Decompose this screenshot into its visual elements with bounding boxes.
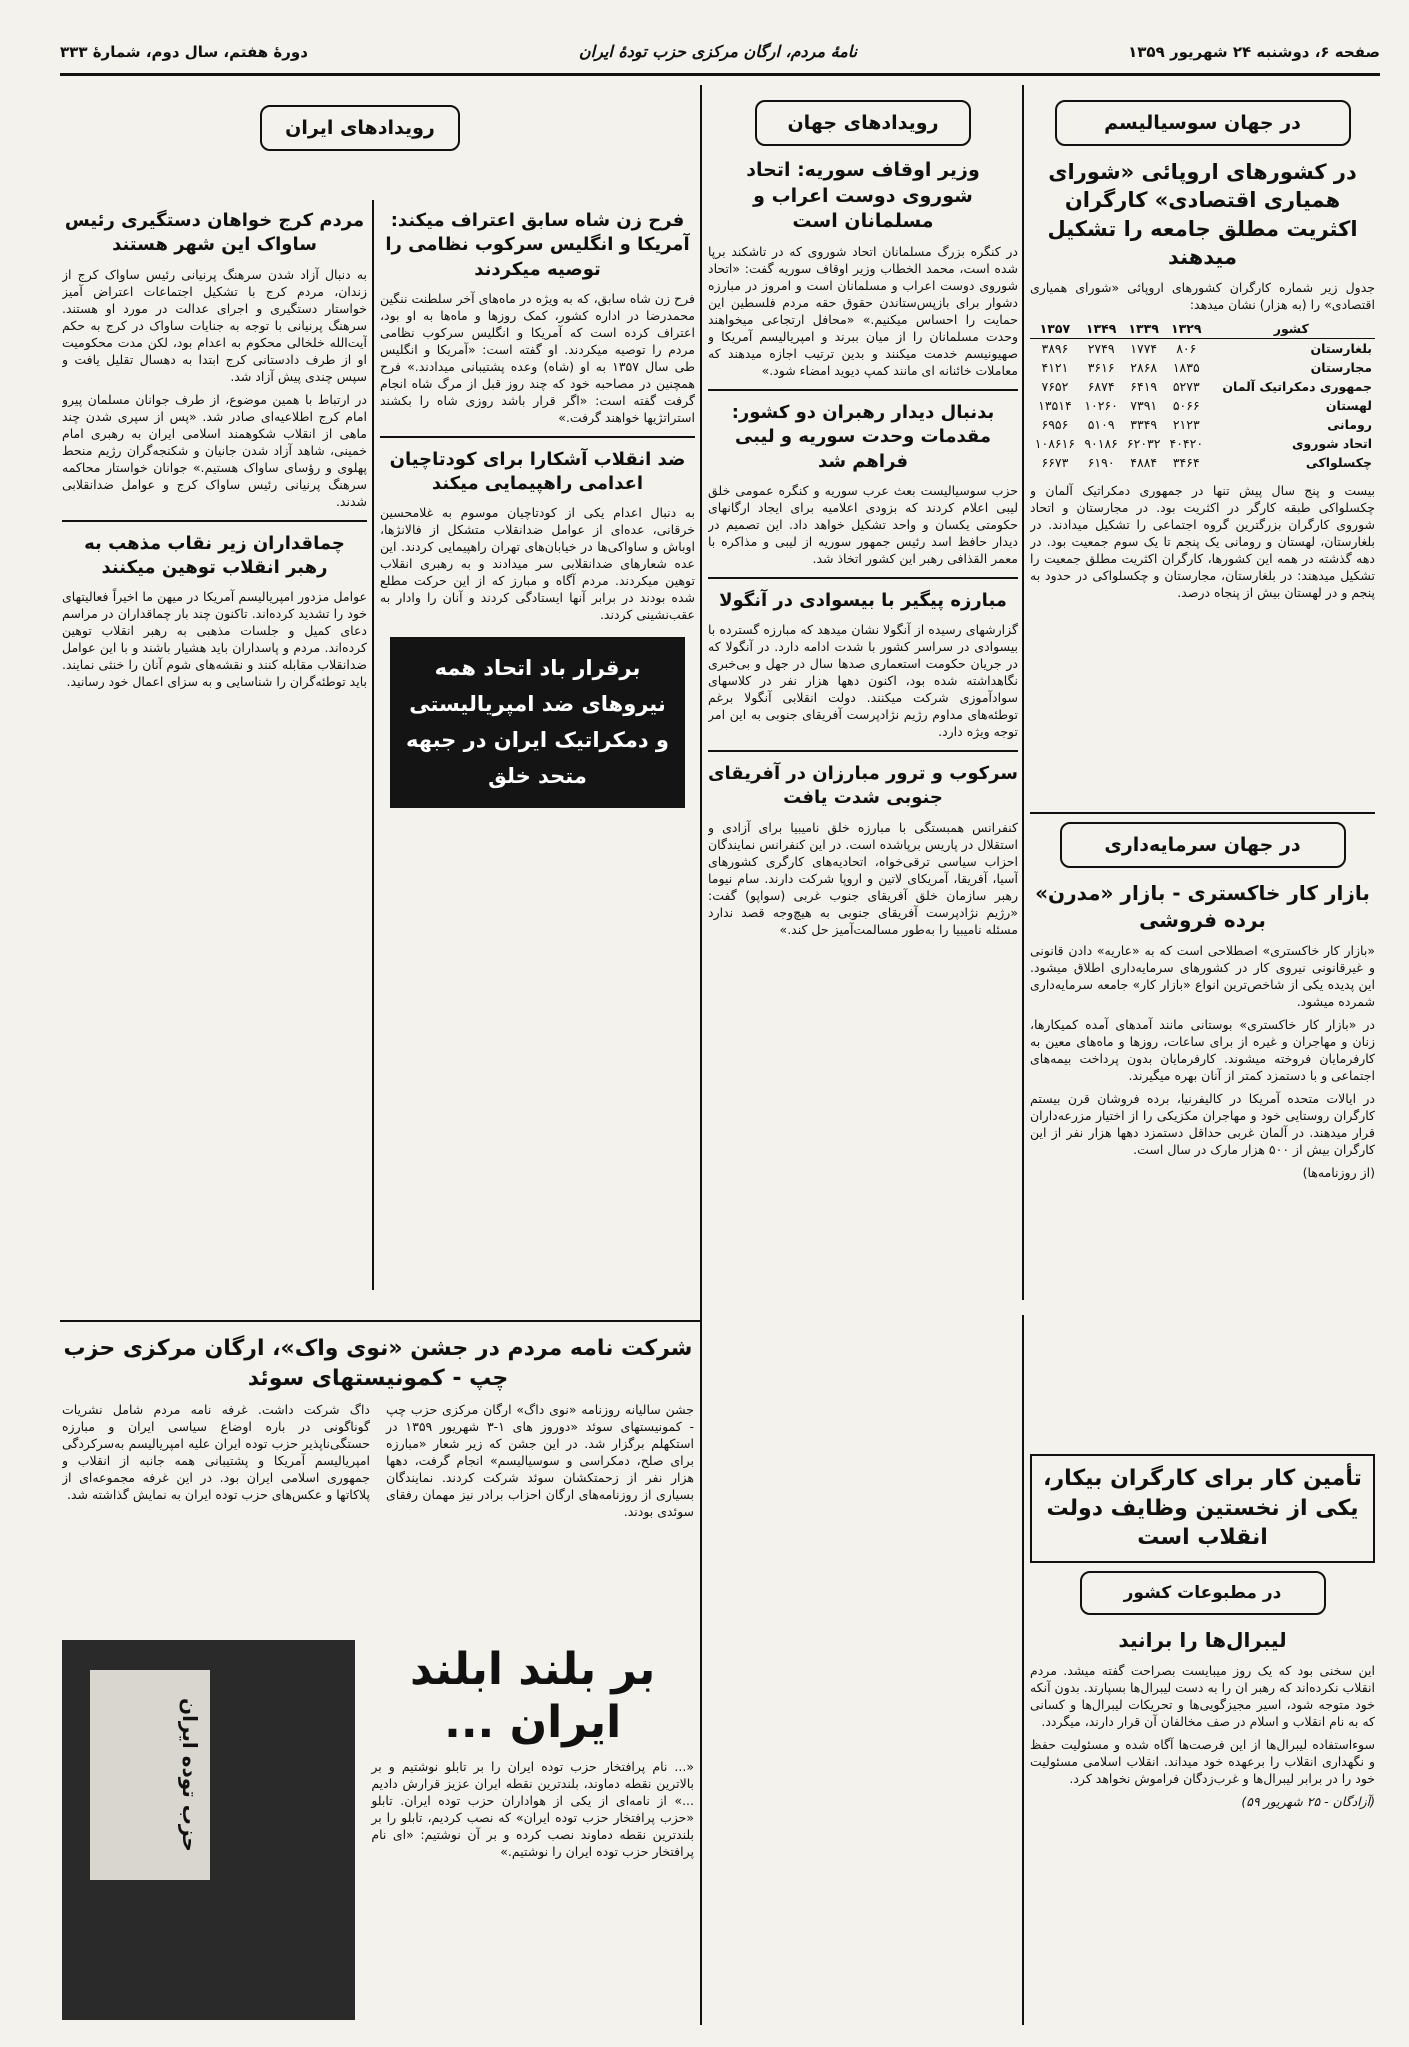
headline: چماقداران زیر نقاب مذهب به رهبر انقلاب توهین میکنند (84, 532, 345, 578)
headline: فرح زن شاه سابق اعتراف میکند: آمریکا و انگلیس سرکوب نظامی را توصیه میکردند (385, 210, 690, 280)
headline: وزیر اوقاف سوریه: اتحاد شوروی دوست اعراب و مسلمانان است (746, 159, 980, 233)
body-text: جشن سالیانه روزنامه «نوی داگ» ارگان مرکزی حزب چپ - کمونیستهای سوئد «دوروز های ۱-۳ شهریور ۱۳۵۹ در استکهلم برگزار شد. در این جشن که زیر شعار «مبارزه برای صلح، دمکراسی و سوسیالیسم» انجام گرفت، دهها هزار نفر از زحمتکشان سوئد شرکت کردند. نمایندگان بسیاری از روزنامه‌های ارگان احزاب برادر نیز مهمان رفقای سوئدی بودند. (386, 1402, 694, 1520)
body-text: این سخنی بود که یک روز میبایست بصراحت گفته میشد. مردم انقلاب نکرده‌اند که رهبر ان را به دست لیبرال‌ها بسپارند. بدون آنکه خود متوجه شود، اسیر مجیزگویی‌ها و تحریکات لیبرال‌ها و کسانی که به نام انقلاب و اسلام در صف مخالفان آن قرار دارند، میگردد. (1030, 1663, 1375, 1730)
value-cell: ۶۸۷۴ (1087, 379, 1115, 395)
value-cell: ۷۳۹۱ (1130, 398, 1158, 414)
body-text: «بازار کار خاکستری» اصطلاحی است که به «عاریه» دادن قانونی و غیرقانونی نیروی کار در کشورهای سرمایه‌داری اطلاق میشود. این پدیده یکی از شاخص‌ترین انواع «بازار کار» جامعه سرمایه‌داری شمرده میشود. (1030, 943, 1375, 1009)
value-cell: ۴۸۸۴ (1130, 455, 1158, 471)
body-text: سوءاستفاده لیبرال‌ها از این فرصت‌ها آگاه شده و مسئولیت حفظ و نگهداری انقلاب را برعهده خود میداند. انقلاب اسلامی مسئولیت خود را در برابر لیبرال‌ها و غرب‌زدگان فراموش نخواهد کرد. (1030, 1737, 1375, 1787)
capitalism-section (1030, 822, 1375, 1292)
country-cell: مجارستان (1310, 360, 1372, 376)
masthead (60, 30, 1380, 76)
table-row (1030, 453, 1375, 472)
value-cell: ۴۱۲۱ (1041, 360, 1069, 376)
body-text: در ارتباط با همین موضوع، از طرف جوانان مسلمان پیرو امام کرج اطلاعیه‌ای صادر شد. «پس از سپری شدن چند ماهی از انقلاب شکوهمند اسلامی ایران به رهبری امام خمینی، شاهد آزاد شدن جانیان و شکنجه‌گران رژیم منحط پهلوی و رؤسای ساواک هستیم.» جوانان خواستار محاکمه سرهنگ پرنیانی رئیس ساواک کرج و عوامل ضدانقلابی شدند. (62, 391, 367, 509)
section-banner-world: رویدادهای جهان (755, 100, 971, 146)
iran-section-2 (62, 205, 367, 1305)
headline: مردم کرج خواهان دستگیری رئیس ساواک این شهر هستند (64, 210, 365, 256)
table-row (1030, 415, 1375, 434)
value-cell: ۷۶۵۲ (1041, 379, 1069, 395)
value-cell: ۲۱۲۳ (1172, 417, 1200, 433)
headline: بازار کار خاکستری - بازار «مدرن» برده فروشی (1035, 881, 1370, 932)
column-rule (700, 85, 702, 2025)
value-cell: ۶۶۷۳ (1041, 455, 1069, 471)
table-row (1030, 358, 1375, 377)
body-text: کنفرانس همبستگی با مبارزه خلق نامیبیا برای آزادی و استقلال در پاریس برپاشده است. در این کنفرانس نمایندگان احزاب سیاسی ترقی‌خواه، اتحادیه‌های کارگری کشورهای آسیا، آفریقا، آمریکای لاتین و اروپا شرکت دارند. سام نیوما رهبر سازمان خلق آفریقای جنوب غربی (سواپو) گفت: «رژیم نژادپرست آفریقای جنوبی به هیچ‌وجه قصد ندارد مسئله نامیبیا را به‌طور مسالمت‌آمیز حل کند.» (708, 819, 1018, 937)
value-cell: ۱۷۷۴ (1130, 341, 1158, 357)
value-cell: ۵۰۶۶ (1172, 398, 1200, 414)
value-cell: ۱۳۵۱۴ (1038, 398, 1072, 414)
section-rule (60, 1320, 700, 1322)
iran-section (380, 205, 695, 1305)
body-text: «... نام پرافتخار حزب توده ایران را بر تابلو نوشتیم و بر بالاترین نقطه دماوند، بلندترین نقطه ایران عزیز قرارش دادیم ...» از نامه‌ای از یکی از هواداران حزب توده ایران. تابلو «حزب پرافتخار حزب توده ایران» که نصب کردیم، تابلو را بر بلندترین نقطه دماوند نصب کرده و بر آن نوشتیم: «ای نام پرافتخار حزب توده ایران را نوشتیم.» (371, 1758, 694, 1859)
body-text: داگ شرکت داشت. غرفه نامه مردم شامل نشریات گوناگونی در باره اوضاع سیاسی ایران و مبارزه حستگی‌ناپذیر حزب توده ایران علیه امپریالیسم به‌سرکردگی امپریالیسم آمریکا و پشتیبانی همه جانبه از انقلاب و جمهوری اسلامی ایران بود. در این غرفه مجموعه‌ای از پلاکاتها و عکس‌های حزب توده ایران به نمایش گذاشته شد. (62, 1402, 370, 1503)
value-cell: ۹۰۱۸۶ (1084, 436, 1118, 452)
value-cell: ۱۰۸۶۱۶ (1034, 436, 1076, 452)
value-cell: ۸۰۶ (1176, 341, 1197, 357)
col-header: ۱۳۴۹ (1080, 319, 1123, 339)
table-row (1030, 396, 1375, 415)
col-header: ۱۳۳۹ (1122, 319, 1165, 339)
headline: سرکوب و ترور مبارزان در آفریقای جنوبی شدت یافت (708, 763, 1018, 809)
source-note: (از روزنامه‌ها) (1302, 1165, 1375, 1180)
section-banner-capitalism: در جهان سرمایه‌داری (1060, 822, 1346, 868)
press-section (1030, 1450, 1375, 2020)
column-rule (372, 200, 374, 1290)
table-row (1030, 339, 1375, 359)
value-cell: ۳۳۴۹ (1130, 417, 1158, 433)
section-banner-socialism: در جهان سوسیالیسم (1055, 100, 1351, 146)
header-paper-name: نامهٔ مردم، ارگان مرکزی حزب تودهٔ ایران (578, 42, 858, 61)
headline: بدنبال دیدار رهبران دو کشور: مقدمات وحدت سوریه و لیبی فراهم شد (731, 401, 995, 472)
body-text: به دنبال اعدام یکی از کودتاچیان موسوم به غلامحسین خرقانی، عده‌ای از عوامل ضدانقلاب متشکل از فالانژها، اوباش و ساواکی‌ها در خیابان‌های تهران راهپیمایی کردند. این عده شعارهای ضدانقلابی سر میدادند و به رهبری انقلاب توهین میکردند. مردم آگاه و مبارز که از این حرکت مطلع شده بودند در برابر آنها ایستادگی کردند و آنان را وادار به عقب‌نشینی کردند. (380, 505, 695, 623)
body-text: به دنبال آزاد شدن سرهنگ پرنیانی رئیس ساواک کرج از زندان، مردم کرج با تشکیل اجتماعات اعتراض آمیز خواستار دستگیری و اجرای عدالت در مورد او هستند. سرهنگ پرنیانی با توجه به جنایات ساواک در کرج به حکم آیت‌الله خلخالی محکوم به اعدام بود، لکن مدت محکومیت او از طرف دادستانی کرج ابتدا به دهسال تقلیل یافت و سپس چندی پیش آزاد شد. (62, 266, 367, 384)
value-cell: ۴۰۴۲۰ (1169, 436, 1204, 452)
section-banner-press: در مطبوعات کشور (1080, 1571, 1326, 1615)
body-text: در «بازار کار خاکستری» بوستانی مانند آمدهای آمده کمیکارها، زنان و مهاجران و غیره از برای ساعات، روزها و ماه‌های معین به کارفرمایان فروخته میشوند. کارفرمایان بدون پرداخت بیمه‌های اجتماعی و با دستمزد کمتر از آنان بهره میگیرند. (1030, 1017, 1375, 1083)
country-cell: لهستان (1325, 398, 1372, 414)
table-row (1030, 377, 1375, 396)
headline: لیبرال‌ها را برانید (1118, 1628, 1287, 1653)
table-header-row (1030, 319, 1375, 339)
body-text: بیست و پنج سال پیش تنها در جمهوری دمکراتیک آلمان و چکسلواکی طبقه کارگر در اکثریت بود. در مجارستان و اتحاد شوروی کارگران بزرگترین گروه اجتماعی را تشکیل میدادند. در بلغارستان، لهستان و رومانی یک پنجم تا یک سوم جمعیت بود. در دهه گذشته در همه این کشورها، کارگران اکثریت مطلق جمعیت را تشکیل میدهند: در بلغارستان، مجارستان و چکسلواکی در حدود به پنجم و در لهستان بیش از پنجاه درصد. (1030, 483, 1375, 601)
headline: مبارزه پیگیر با بیسوادی در آنگولا (719, 589, 1007, 611)
value-cell: ۱۸۳۵ (1172, 360, 1200, 376)
intro-text: جدول زیر شماره کارگران کشورهای اروپائی «شورای همیاری اقتصادی» را (به هزار) نشان میدهد: (1030, 280, 1375, 313)
iran-banner-wrap (260, 105, 460, 163)
body-text: عوامل مزدور امپریالیسم آمریکا در میهن ما اخیراً فعالیتهای خود را تشدید کرده‌اند. تاکنون چند بار چماقداران در مراسم دعای کمیل و جلسات مذهبی به رهبر انقلاب توهین کرده‌اند. مردم و پاسداران باید هشیار باشند و با این عوامل ضدانقلاب مقابله کنند و نقشه‌های شوم آنان را خنثی نمایند. باید توطئه‌گران را شناسایی و به سزای اعمال خود رسانید. (62, 589, 367, 690)
section-banner-iran: رویدادهای ایران (260, 105, 460, 151)
value-cell: ۶۲۰۳۲ (1126, 436, 1161, 452)
workers-table (1030, 319, 1375, 472)
body-text: در کنگره بزرگ مسلمانان اتحاد شوروی که در تاشکند برپا شده است، محمد الخطاب وزیر اوقاف سوریه گفت: «اتحاد شوروی دوست اعراب و مسلمانان است و امروز در مبارزه دشوار برای بازپس‌ستاندن حقوق حقه مردم فلسطین این حمایت را احساس میکنیم.» «محافل ارتجاعی میخواهند وحدت مسلمانان را از میان ببرند و امپریالیسم آمریکا و صهیونیسم خدمت میکنند و بدین ترتیب اجازه میدهند که معاملات خائنانه ای مانند کمپ دیوید امضاء شود.» (708, 243, 1018, 378)
column-rule (1022, 85, 1024, 1300)
col-header: ۱۳۲۹ (1165, 319, 1208, 339)
column-rule (1022, 1315, 1024, 2025)
headline: شرکت نامه مردم در جشن «نوی واک»، ارگان مرکزی حزب چپ - کمونیستهای سوئد (63, 1336, 693, 1391)
header-date: صفحه ۶، دوشنبه ۲۴ شهریور ۱۳۵۹ (1128, 42, 1380, 61)
country-cell: رومانی (1327, 417, 1372, 433)
col-header: ۱۳۵۷ (1030, 319, 1080, 339)
source-note: (آزادگان - ۲۵ شهریور ۵۹) (1241, 1794, 1375, 1810)
value-cell: ۲۸۶۸ (1130, 360, 1158, 376)
slogan-box: برقرار باد اتحاد همه نیروهای ضد امپریالیستی و دمکراتیک ایران در جبهه متحد خلق (390, 637, 685, 808)
value-cell: ۲۷۴۹ (1087, 341, 1115, 357)
table-body (1030, 339, 1375, 473)
value-cell: ۶۱۹۰ (1087, 455, 1115, 471)
boxed-headline: تأمین کار برای کارگران بیکار، یکی از نخستین وظایف دولت انقلاب است (1030, 1454, 1375, 1563)
header-issue: دورهٔ هفتم، سال دوم، شمارهٔ ۳۳۳ (60, 42, 308, 61)
headline: در کشورهای اروپائی «شورای همیاری اقتصادی» کارگران اکثریت مطلق جامعه را تشکیل میدهند (1047, 160, 1358, 270)
value-cell: ۶۴۱۹ (1130, 379, 1158, 395)
value-cell: ۵۲۷۳ (1172, 379, 1200, 395)
body-text: گزارشهای رسیده از آنگولا نشان میدهد که مبارزه گسترده با بیسوادی در سراسر کشور با شدت ادامه دارد. در آنگولا که در جریان حکومت استعماری صدها سال در جهل و بی‌خبری نگاهداشته شده بود، اکنون دهها هزار نفر در کلاسهای سوادآموزی شرکت میکنند. دولت انقلابی آنگولا برغم توطئه‌های مداوم رژیم نژادپرست آفریقای جنوبی به این امر توجه ویژه دارد. (708, 622, 1018, 740)
country-cell: چکسلواکی (1305, 455, 1372, 471)
photo-sign: حزب توده ایران (90, 1670, 210, 1880)
slogan-headline: بر بلند ابلند ایران ... (409, 1644, 656, 1748)
swedish-festival-article (62, 1330, 694, 1630)
value-cell: ۳۴۶۴ (1172, 455, 1200, 471)
country-cell: بلغارستان (1310, 341, 1372, 357)
country-cell: اتحاد شوروی (1292, 436, 1372, 452)
value-cell: ۳۶۱۶ (1087, 360, 1115, 376)
value-cell: ۵۱۰۹ (1087, 417, 1115, 433)
body-text: حزب سوسیالیست بعث عرب سوریه و کنگره عمومی خلق لیبی اعلام کردند که بزودی اعلامیه برای ایجاد ارگانهای حکومتی یکسان و واحد تشکیل خواهد داد. این تصمیم در دیدار حافظ اسد رئیس جمهور سوریه از لیبی و مذاکره با معمر القذافی رهبر این کشور اتخاذ شد. (708, 482, 1018, 566)
col-header: کشور (1208, 319, 1375, 339)
value-cell: ۱۰۲۶۰ (1084, 398, 1118, 414)
body-text: در ایالات متحده آمریکا در کالیفرنیا، برده فروشان قرن بیستم کارگران روستایی خود و مهاجران مکزیکی را از اختیار مزرعه‌داران قرار میدهند. در آلمان غربی حداقل دستمزد دهها هزار نفر از این کارگران بیش از ۵۰۰ هزار مارک در سال است. (1030, 1091, 1375, 1157)
value-cell: ۳۸۹۶ (1041, 341, 1069, 357)
world-section (708, 100, 1018, 2020)
table-row (1030, 434, 1375, 453)
damavand-photo (62, 1640, 355, 2020)
damavand-article (62, 1640, 694, 2020)
value-cell: ۶۹۵۶ (1041, 417, 1069, 433)
country-cell: جمهوری دمکراتیک آلمان (1222, 379, 1372, 395)
socialism-section (1030, 100, 1375, 800)
headline: ضد انقلاب آشکارا برای کودتاچیان اعدامی راهپیمایی میکند (389, 448, 686, 495)
section-rule (1030, 812, 1375, 814)
body-text: فرح زن شاه سابق، که به ویژه در ماه‌های آخر سلطنت ننگین محمدرضا در اداره کشور، کمک روزها و ماه‌ها به او بود، اعتراف کرده است که آمریکا و انگلیس سرکوب نظامی مردم را توصیه میکردند. او گفته است: «آمریکا و انگلیس طی سال ۱۳۵۷ به او (شاه) وعده پشتیبانی میدادند.» فرح همچنین در مصاحبه خود که چند روز قبل از مرگ شاه انجام گرفت گفته است: «اگر قرار باشد روزی شاه را بکشند استراتژیها خواهند گرفت.» (380, 290, 695, 425)
